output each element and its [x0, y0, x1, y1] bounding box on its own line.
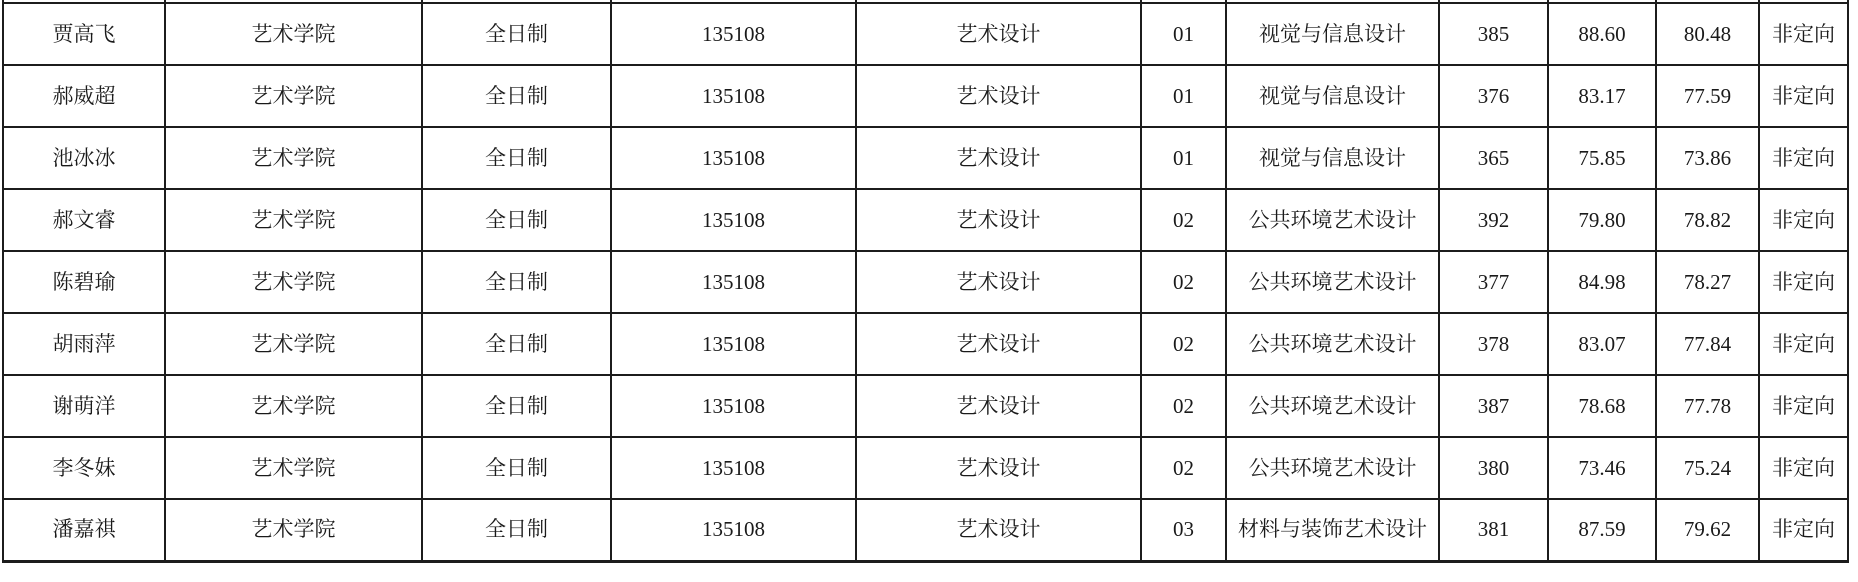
initial-score-cell: 385: [1439, 3, 1548, 65]
retest-score-cell: 84.98: [1548, 251, 1656, 313]
major-code-cell: 135108: [611, 3, 856, 65]
study-mode-cell: 全日制: [422, 65, 611, 127]
college-cell: 艺术学院: [165, 3, 422, 65]
total-score-cell: 77.84: [1656, 313, 1759, 375]
category-cell: 非定向: [1759, 251, 1848, 313]
major-name-cell: 艺术设计: [856, 189, 1141, 251]
name-cell: 胡雨萍: [3, 313, 165, 375]
retest-score-cell: 88.60: [1548, 3, 1656, 65]
major-name-cell: 艺术设计: [856, 251, 1141, 313]
category-cell: 非定向: [1759, 3, 1848, 65]
retest-score-cell: 73.46: [1548, 437, 1656, 499]
direction-code-cell: 02: [1141, 375, 1226, 437]
initial-score-cell: 381: [1439, 499, 1548, 561]
initial-score-cell: 378: [1439, 313, 1548, 375]
direction-name-cell: 公共环境艺术设计: [1226, 437, 1439, 499]
direction-code-cell: 03: [1141, 499, 1226, 561]
direction-name-cell: 公共环境艺术设计: [1226, 313, 1439, 375]
study-mode-cell: 全日制: [422, 375, 611, 437]
major-code-cell: 135108: [611, 313, 856, 375]
direction-code-cell: 01: [1141, 127, 1226, 189]
retest-score-cell: 79.80: [1548, 189, 1656, 251]
initial-score-cell: 392: [1439, 189, 1548, 251]
direction-code-cell: 01: [1141, 65, 1226, 127]
major-name-cell: 艺术设计: [856, 437, 1141, 499]
major-code-cell: 135108: [611, 375, 856, 437]
direction-name-cell: 视觉与信息设计: [1226, 127, 1439, 189]
major-name-cell: 艺术设计: [856, 65, 1141, 127]
initial-score-cell: 365: [1439, 127, 1548, 189]
study-mode-cell: 全日制: [422, 313, 611, 375]
name-cell: 谢萌洋: [3, 375, 165, 437]
admission-score-table: [2, 0, 1849, 563]
initial-score-cell: 380: [1439, 437, 1548, 499]
major-name-cell: 艺术设计: [856, 375, 1141, 437]
table-row: [3, 251, 1848, 313]
major-code-cell: 135108: [611, 65, 856, 127]
total-score-cell: 77.59: [1656, 65, 1759, 127]
table-row: [3, 127, 1848, 189]
direction-name-cell: 公共环境艺术设计: [1226, 375, 1439, 437]
direction-code-cell: 02: [1141, 251, 1226, 313]
name-cell: 李冬妹: [3, 437, 165, 499]
name-cell: 潘嘉祺: [3, 499, 165, 561]
name-cell: 池冰冰: [3, 127, 165, 189]
name-cell: 贾高飞: [3, 3, 165, 65]
major-code-cell: 135108: [611, 127, 856, 189]
direction-code-cell: 02: [1141, 189, 1226, 251]
category-cell: 非定向: [1759, 499, 1848, 561]
college-cell: 艺术学院: [165, 251, 422, 313]
college-cell: 艺术学院: [165, 189, 422, 251]
direction-code-cell: 01: [1141, 3, 1226, 65]
name-cell: 陈碧瑜: [3, 251, 165, 313]
table-row: [3, 189, 1848, 251]
direction-name-cell: 公共环境艺术设计: [1226, 251, 1439, 313]
major-name-cell: 艺术设计: [856, 313, 1141, 375]
direction-code-cell: 02: [1141, 313, 1226, 375]
category-cell: 非定向: [1759, 65, 1848, 127]
major-name-cell: 艺术设计: [856, 127, 1141, 189]
retest-score-cell: 75.85: [1548, 127, 1656, 189]
study-mode-cell: 全日制: [422, 3, 611, 65]
college-cell: 艺术学院: [165, 65, 422, 127]
direction-name-cell: 公共环境艺术设计: [1226, 189, 1439, 251]
table-row: [3, 313, 1848, 375]
total-score-cell: 77.78: [1656, 375, 1759, 437]
retest-score-cell: 83.17: [1548, 65, 1656, 127]
category-cell: 非定向: [1759, 189, 1848, 251]
table-row: [3, 499, 1848, 561]
total-score-cell: 78.82: [1656, 189, 1759, 251]
study-mode-cell: 全日制: [422, 437, 611, 499]
category-cell: 非定向: [1759, 313, 1848, 375]
direction-name-cell: 材料与装饰艺术设计: [1226, 499, 1439, 561]
total-score-cell: 78.27: [1656, 251, 1759, 313]
table-row: [3, 65, 1848, 127]
study-mode-cell: 全日制: [422, 189, 611, 251]
name-cell: 郝威超: [3, 65, 165, 127]
name-cell: 郝文睿: [3, 189, 165, 251]
initial-score-cell: 377: [1439, 251, 1548, 313]
major-name-cell: 艺术设计: [856, 3, 1141, 65]
study-mode-cell: 全日制: [422, 251, 611, 313]
major-code-cell: 135108: [611, 437, 856, 499]
retest-score-cell: 83.07: [1548, 313, 1656, 375]
initial-score-cell: 387: [1439, 375, 1548, 437]
table-row: [3, 437, 1848, 499]
retest-score-cell: 78.68: [1548, 375, 1656, 437]
major-code-cell: 135108: [611, 499, 856, 561]
category-cell: 非定向: [1759, 437, 1848, 499]
total-score-cell: 79.62: [1656, 499, 1759, 561]
direction-name-cell: 视觉与信息设计: [1226, 3, 1439, 65]
major-code-cell: 135108: [611, 189, 856, 251]
college-cell: 艺术学院: [165, 437, 422, 499]
retest-score-cell: 87.59: [1548, 499, 1656, 561]
table-row: [3, 3, 1848, 65]
college-cell: 艺术学院: [165, 499, 422, 561]
major-code-cell: 135108: [611, 251, 856, 313]
study-mode-cell: 全日制: [422, 127, 611, 189]
category-cell: 非定向: [1759, 127, 1848, 189]
total-score-cell: 80.48: [1656, 3, 1759, 65]
direction-code-cell: 02: [1141, 437, 1226, 499]
total-score-cell: 75.24: [1656, 437, 1759, 499]
direction-name-cell: 视觉与信息设计: [1226, 65, 1439, 127]
study-mode-cell: 全日制: [422, 499, 611, 561]
college-cell: 艺术学院: [165, 313, 422, 375]
total-score-cell: 73.86: [1656, 127, 1759, 189]
college-cell: 艺术学院: [165, 375, 422, 437]
initial-score-cell: 376: [1439, 65, 1548, 127]
category-cell: 非定向: [1759, 375, 1848, 437]
college-cell: 艺术学院: [165, 127, 422, 189]
major-name-cell: 艺术设计: [856, 499, 1141, 561]
table-row: [3, 375, 1848, 437]
